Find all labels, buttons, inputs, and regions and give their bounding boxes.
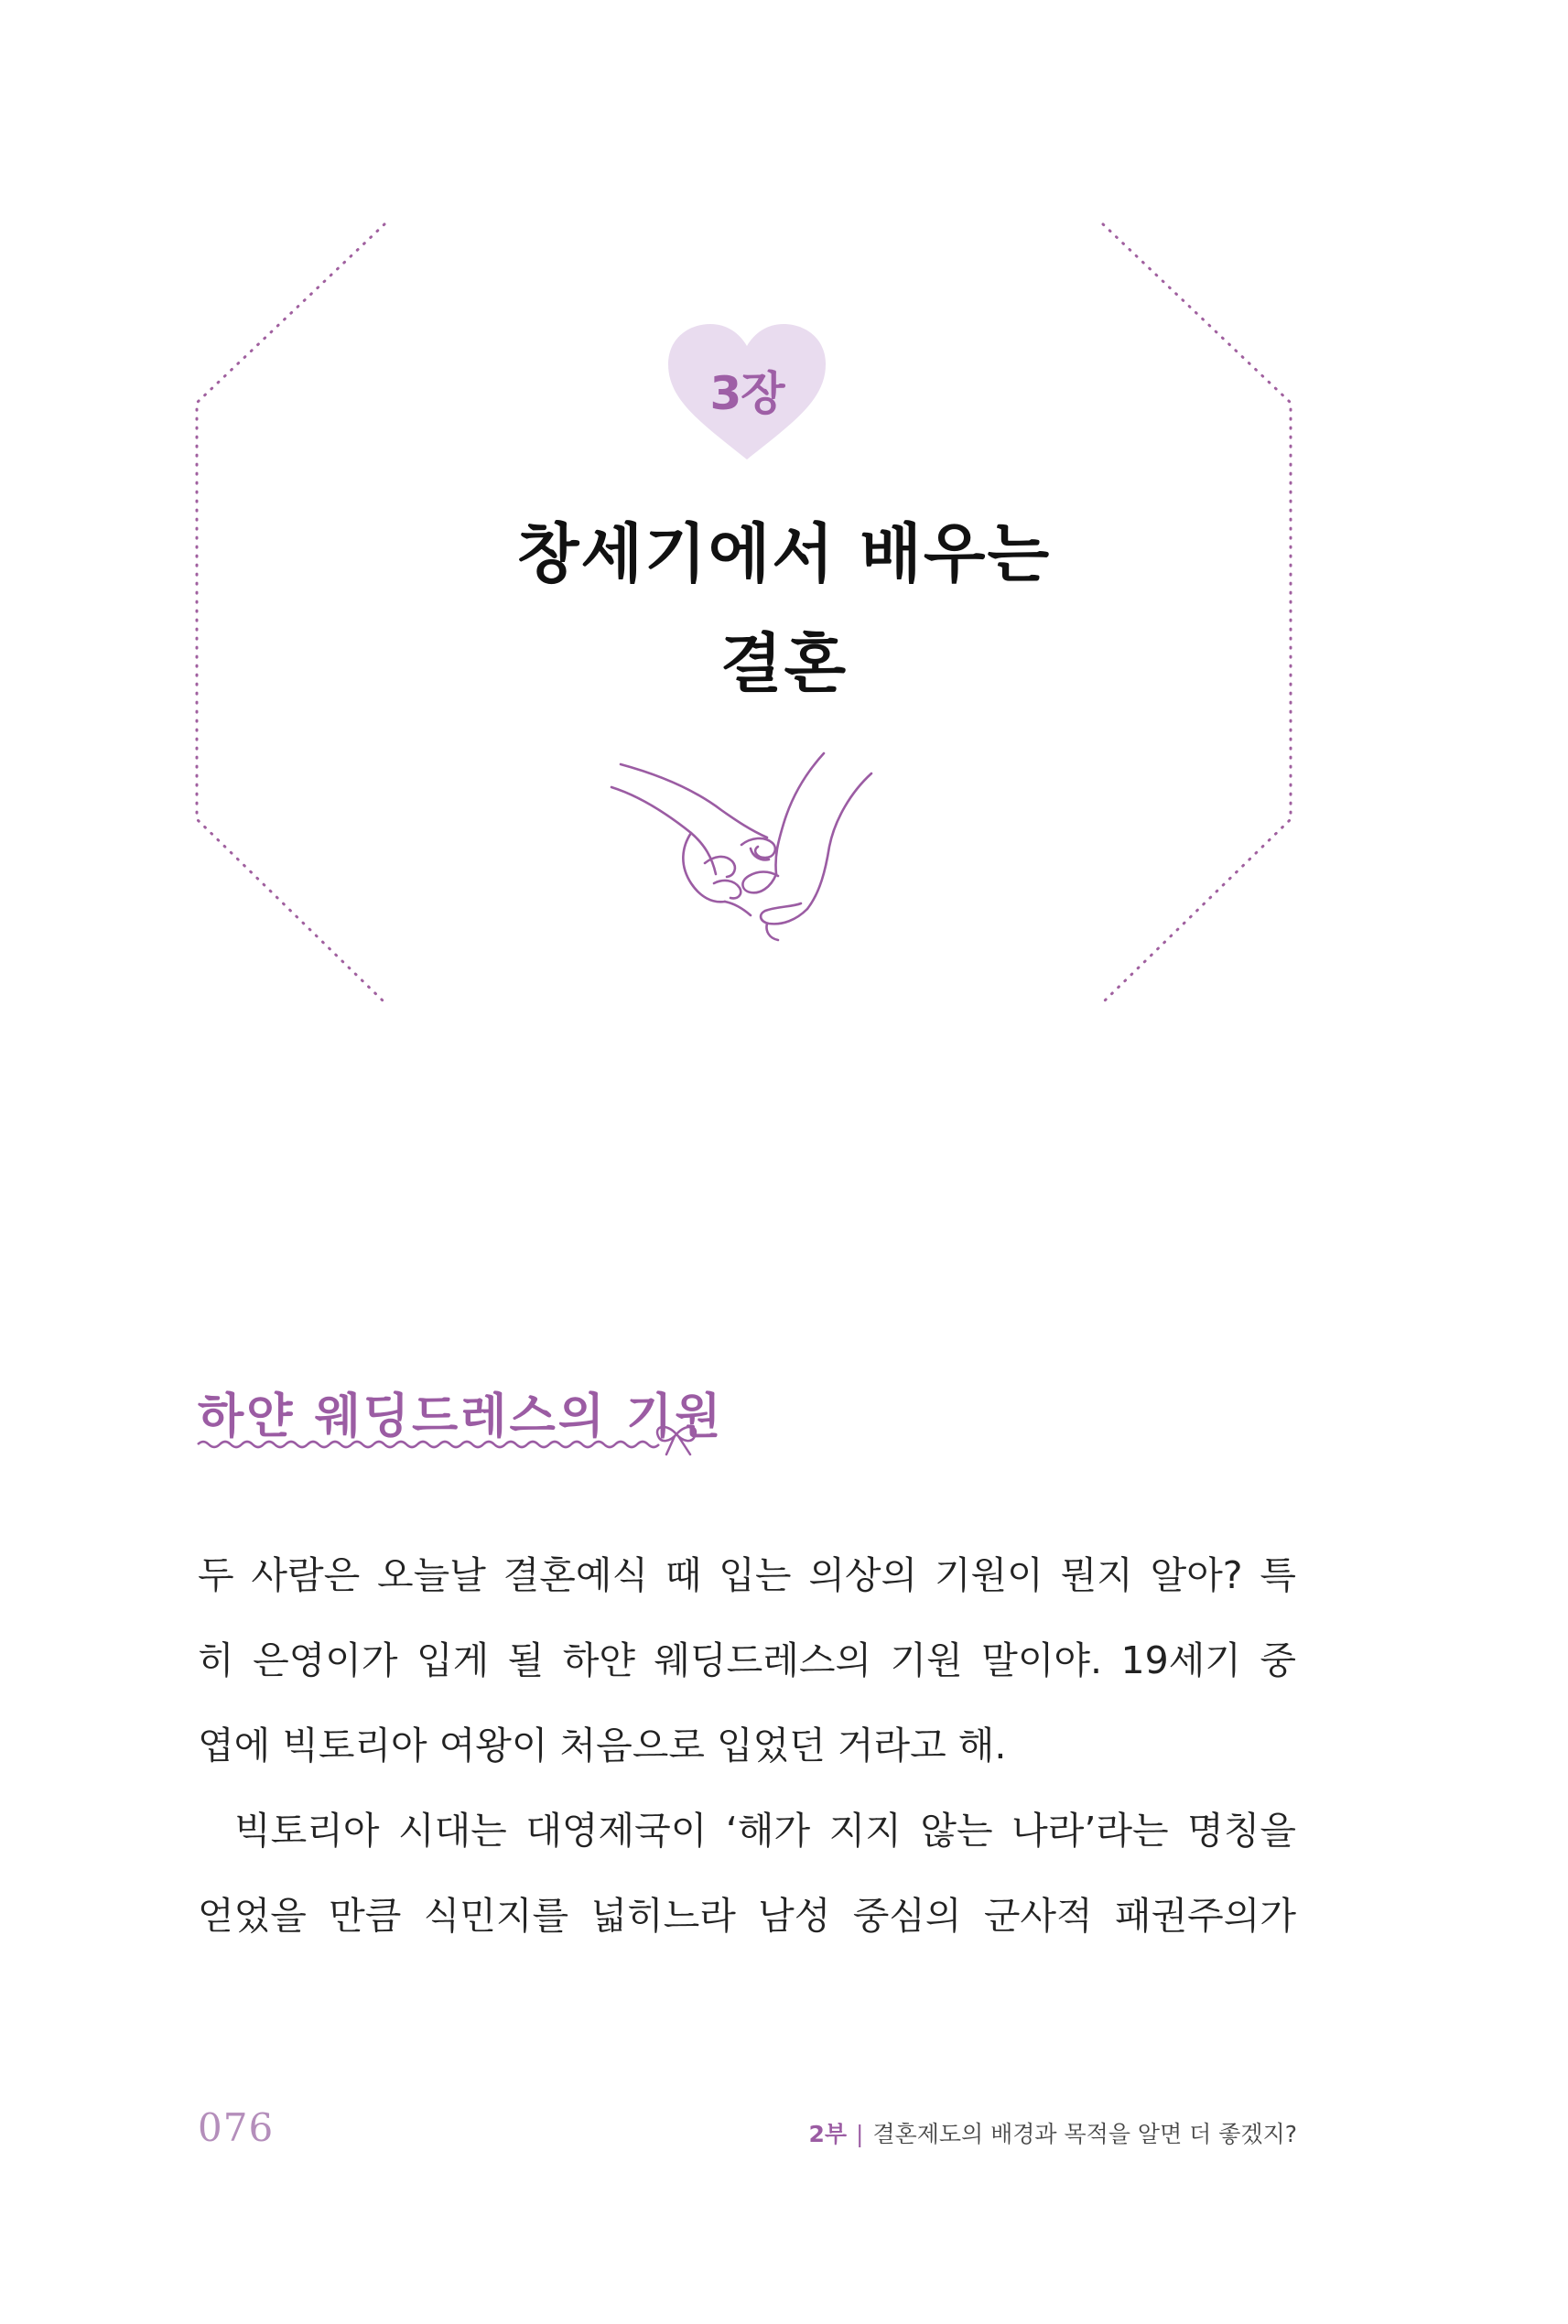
body-line: 히 은영이가 입게 될 하얀 웨딩드레스의 기원 말이야. 19세기 중 bbox=[198, 1638, 1296, 1682]
chapter-title-line-2: 결혼 bbox=[719, 626, 849, 701]
footer-chapter-title: 결혼제도의 배경과 목적을 알면 더 좋겠지? bbox=[872, 2121, 1297, 2147]
body-line: 얻었을 만큼 식민지를 넓히느라 남성 중심의 군사적 패권주의가 bbox=[198, 1894, 1296, 1938]
body-text bbox=[198, 1533, 1296, 1959]
footer-part-label: 2부 bbox=[808, 2121, 847, 2147]
chapter-title-line-1: 창세기에서 배우는 bbox=[516, 516, 1052, 591]
body-line: 두 사람은 오늘날 결혼예식 때 입는 의상의 기원이 뭔지 알아? 특 bbox=[198, 1553, 1296, 1597]
ribbon-bow-icon bbox=[657, 1427, 696, 1454]
body-line: 빅토리아 시대는 대영제국이 ‘해가 지지 않는 나라’라는 명칭을 bbox=[234, 1809, 1296, 1853]
chapter-title bbox=[330, 499, 1238, 719]
chapter-label: 3장 bbox=[709, 367, 784, 420]
holding-hands-illustration bbox=[604, 746, 879, 943]
body-line: 엽에 빅토리아 여왕이 처음으로 입었던 거라고 해. bbox=[198, 1724, 1007, 1767]
footer-separator: | bbox=[856, 2121, 864, 2147]
running-footer bbox=[808, 2116, 1297, 2149]
page-number: 076 bbox=[198, 2105, 275, 2150]
section-heading: 하얀 웨딩드레스의 기원 bbox=[198, 1389, 724, 1444]
section-underline-ornament bbox=[196, 1414, 708, 1460]
